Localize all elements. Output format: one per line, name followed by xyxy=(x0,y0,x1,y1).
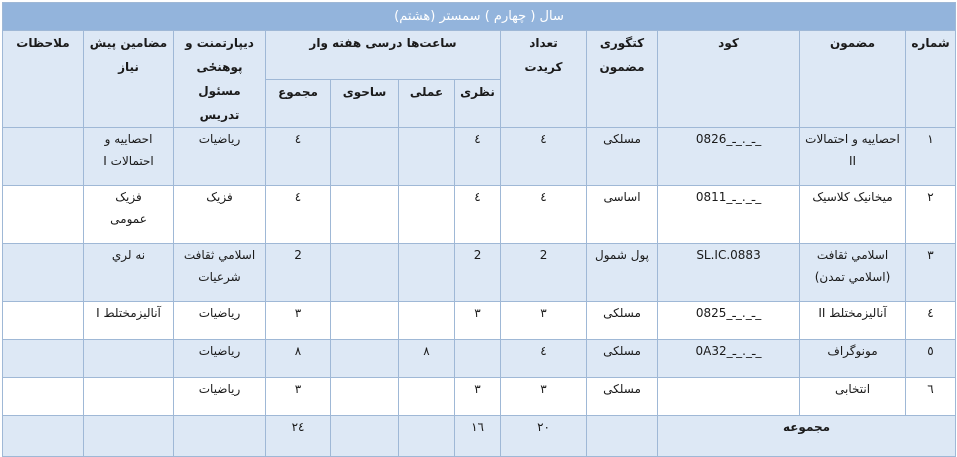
cell-category: مسلکی xyxy=(587,128,658,186)
cell-department xyxy=(174,378,266,416)
cell-notes xyxy=(3,302,84,340)
header-credits xyxy=(501,31,587,128)
cell-code xyxy=(658,186,800,244)
cell-code-value: 0825_ـ_._ـ_ xyxy=(695,306,762,320)
cell-credits: ٣ xyxy=(501,302,587,340)
header-credits-line-1: تعداد xyxy=(529,36,558,50)
cell-code xyxy=(658,378,800,416)
header-prerequisites xyxy=(84,31,174,128)
cell-credits: 2 xyxy=(501,244,587,302)
cell-number: ٥ xyxy=(906,340,956,378)
cell-department-line: ریاضیات xyxy=(198,382,241,396)
cell-notes xyxy=(3,128,84,186)
totals-prerequisites xyxy=(84,416,174,457)
cell-sum: ٣ xyxy=(266,302,331,340)
totals-theory: ۱٦ xyxy=(455,416,501,457)
cell-department xyxy=(174,244,266,302)
cell-notes xyxy=(3,340,84,378)
cell-sum: 2 xyxy=(266,244,331,302)
cell-subject-line: میخانیک کلاسیک xyxy=(812,190,893,204)
cell-subject-line: اسلامي ثقافت xyxy=(816,248,889,262)
cell-department-line: فزیک xyxy=(206,190,233,204)
cell-number: ۳ xyxy=(906,244,956,302)
header-practical: عملی xyxy=(399,79,455,128)
totals-category xyxy=(587,416,658,457)
table-title: سال ( چهارم ) سمستر (هشتم) xyxy=(3,3,956,31)
totals-field xyxy=(331,416,399,457)
cell-department-line: ریاضیات xyxy=(198,132,241,146)
cell-theory xyxy=(455,340,501,378)
cell-prerequisites-line: آنالیزمختلط I xyxy=(96,306,161,320)
cell-number: ٤ xyxy=(906,302,956,340)
cell-theory: ٣ xyxy=(455,378,501,416)
cell-subject xyxy=(800,378,906,416)
cell-code xyxy=(658,128,800,186)
cell-prerequisites xyxy=(84,128,174,186)
cell-code xyxy=(658,302,800,340)
header-category-line-2: مضمون xyxy=(599,60,645,74)
totals-practical xyxy=(399,416,455,457)
header-subject: مضمون xyxy=(800,31,906,128)
cell-field xyxy=(331,302,399,340)
curriculum-table-container xyxy=(2,2,955,444)
cell-prerequisites xyxy=(84,244,174,302)
header-weekly-hours: ساعت‌ها درسی هفته وار xyxy=(266,31,501,80)
cell-prerequisites-line: عمومی xyxy=(110,212,147,226)
cell-subject xyxy=(800,302,906,340)
table-row xyxy=(3,244,956,302)
table-row xyxy=(3,186,956,244)
cell-theory: ٤ xyxy=(455,128,501,186)
cell-subject-line: انتخابی xyxy=(834,382,871,396)
header-sum: مجموع xyxy=(266,79,331,128)
cell-practical xyxy=(399,186,455,244)
cell-prerequisites xyxy=(84,186,174,244)
cell-subject-line: II xyxy=(848,154,857,168)
cell-department xyxy=(174,340,266,378)
header-field: ساحوی xyxy=(331,79,399,128)
cell-credits: ٤ xyxy=(501,128,587,186)
header-category-line-1: کتگوری xyxy=(599,36,645,50)
cell-notes xyxy=(3,378,84,416)
cell-code-value: 0811_ـ_._ـ_ xyxy=(695,190,762,204)
totals-department xyxy=(174,416,266,457)
header-category xyxy=(587,31,658,128)
cell-number: ۱ xyxy=(906,128,956,186)
cell-subject xyxy=(800,244,906,302)
header-department-line-2: پوهنځی xyxy=(196,60,243,74)
totals-label: مجموعه xyxy=(658,416,956,457)
cell-code-value: SL.IC.0883 xyxy=(696,248,761,262)
cell-theory: 2 xyxy=(455,244,501,302)
cell-subject-line: آنالیزمختلط II xyxy=(818,306,887,320)
cell-sum: ٤ xyxy=(266,128,331,186)
cell-prerequisites xyxy=(84,340,174,378)
cell-credits: ٤ xyxy=(501,186,587,244)
table-row xyxy=(3,302,956,340)
cell-prerequisites xyxy=(84,378,174,416)
header-department xyxy=(174,31,266,128)
curriculum-table xyxy=(2,2,956,457)
table-row xyxy=(3,340,956,378)
cell-field xyxy=(331,244,399,302)
cell-prerequisites xyxy=(84,302,174,340)
cell-subject xyxy=(800,186,906,244)
cell-sum: ٤ xyxy=(266,186,331,244)
totals-sum: ۲٤ xyxy=(266,416,331,457)
cell-prerequisites-line: فزیک xyxy=(115,190,142,204)
cell-code xyxy=(658,244,800,302)
cell-department-line: ریاضیات xyxy=(198,306,241,320)
table-row xyxy=(3,128,956,186)
table-row xyxy=(3,378,956,416)
cell-prerequisites-line: احصاییه و xyxy=(104,132,153,146)
cell-department xyxy=(174,302,266,340)
cell-theory: ٣ xyxy=(455,302,501,340)
cell-field xyxy=(331,378,399,416)
cell-theory: ٤ xyxy=(455,186,501,244)
cell-subject-line: احصاییه و احتمالات xyxy=(805,132,900,146)
header-department-line-1: دیپارتمنت و xyxy=(185,36,254,50)
cell-category: مسلکی xyxy=(587,340,658,378)
cell-subject-line: مونوگراف xyxy=(827,344,878,358)
header-theory: نظری xyxy=(455,79,501,128)
cell-category: مسلکی xyxy=(587,302,658,340)
cell-subject-line: (اسلامي تمدن) xyxy=(814,270,891,284)
cell-number: ۲ xyxy=(906,186,956,244)
header-prerequisites-line-1: مضامین پیش xyxy=(89,36,168,50)
cell-credits: ٣ xyxy=(501,378,587,416)
cell-field xyxy=(331,340,399,378)
cell-code xyxy=(658,340,800,378)
cell-code-value: 0826_ـ_._ـ_ xyxy=(695,132,762,146)
header-code: کود xyxy=(658,31,800,128)
header-credits-line-2: کریدت xyxy=(524,60,563,74)
cell-category: اساسی xyxy=(587,186,658,244)
cell-credits: ٤ xyxy=(501,340,587,378)
cell-department-line: شرعیات xyxy=(198,270,241,284)
totals-notes xyxy=(3,416,84,457)
cell-practical xyxy=(399,302,455,340)
cell-department xyxy=(174,128,266,186)
cell-number: ٦ xyxy=(906,378,956,416)
header-department-line-3: مسئول تدریس xyxy=(198,84,241,122)
totals-credits: ۲۰ xyxy=(501,416,587,457)
totals-row xyxy=(3,416,956,457)
cell-department-line: اسلامي ثقافت xyxy=(183,248,256,262)
cell-sum: ٣ xyxy=(266,378,331,416)
cell-category: مسلکی xyxy=(587,378,658,416)
cell-prerequisites-line: احتمالات I xyxy=(103,154,154,168)
cell-field xyxy=(331,128,399,186)
cell-subject xyxy=(800,340,906,378)
header-notes: ملاحظات xyxy=(3,31,84,128)
header-number: شماره xyxy=(906,31,956,128)
cell-practical xyxy=(399,244,455,302)
cell-subject xyxy=(800,128,906,186)
cell-sum: ٨ xyxy=(266,340,331,378)
cell-prerequisites-line: نه لري xyxy=(111,248,146,262)
cell-practical xyxy=(399,378,455,416)
cell-notes xyxy=(3,244,84,302)
cell-department xyxy=(174,186,266,244)
cell-notes xyxy=(3,186,84,244)
header-prerequisites-line-2: نیاز xyxy=(118,60,139,74)
cell-practical xyxy=(399,128,455,186)
cell-department-line: ریاضیات xyxy=(198,344,241,358)
cell-code-value: 0A32_ـ_._ـ_ xyxy=(695,344,762,358)
cell-category: پول شمول xyxy=(587,244,658,302)
cell-practical: ٨ xyxy=(399,340,455,378)
cell-field xyxy=(331,186,399,244)
